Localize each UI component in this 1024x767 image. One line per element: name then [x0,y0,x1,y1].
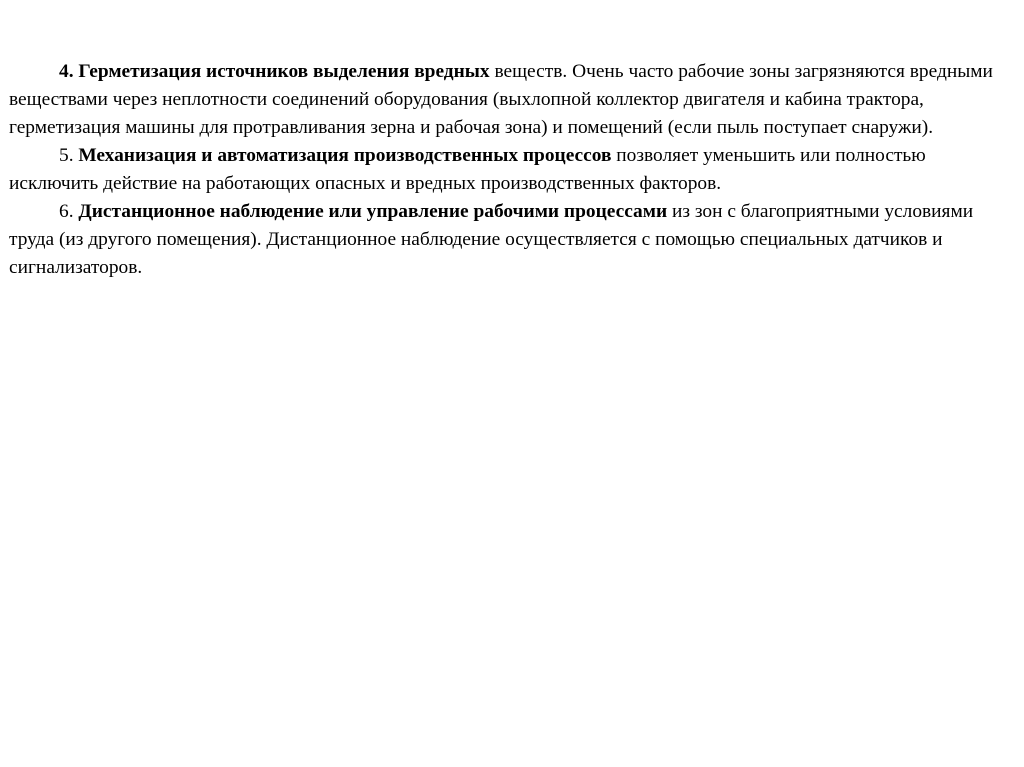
paragraph-remote-control [9,198,1009,282]
paragraph-number: 5. [59,145,79,166]
paragraph-sealing [9,58,1009,142]
paragraph-heading: 4. Герметизация источников выделения вредных [59,61,490,82]
text-block [9,58,1009,282]
paragraph-heading: Механизация и автоматизация производственных процессов [78,145,612,166]
paragraph-mechanization [9,142,1009,198]
paragraph-body: из зон с благоприятными условиями труда (из другого помещения). Дистанционное наблюдение осуществляется с помощью специальных датчиков и сигнализаторов. [9,201,974,278]
paragraph-body: веществ. Очень часто рабочие зоны загрязняются вредными веществами через неплотности соединений оборудования (выхлопной коллектор двигателя и кабина трактора, герметизация машины для протравливания зерна и рабочая зона) и помещений (если пыль поступает снаружи). [9,61,993,138]
paragraph-heading: Дистанционное наблюдение или управление рабочими процессами [78,201,668,222]
paragraph-number: 6. [59,201,79,222]
paragraph-body: позволяет уменьшить или полностью исключить действие на работающих опасных и вредных производственных факторов. [9,145,926,194]
